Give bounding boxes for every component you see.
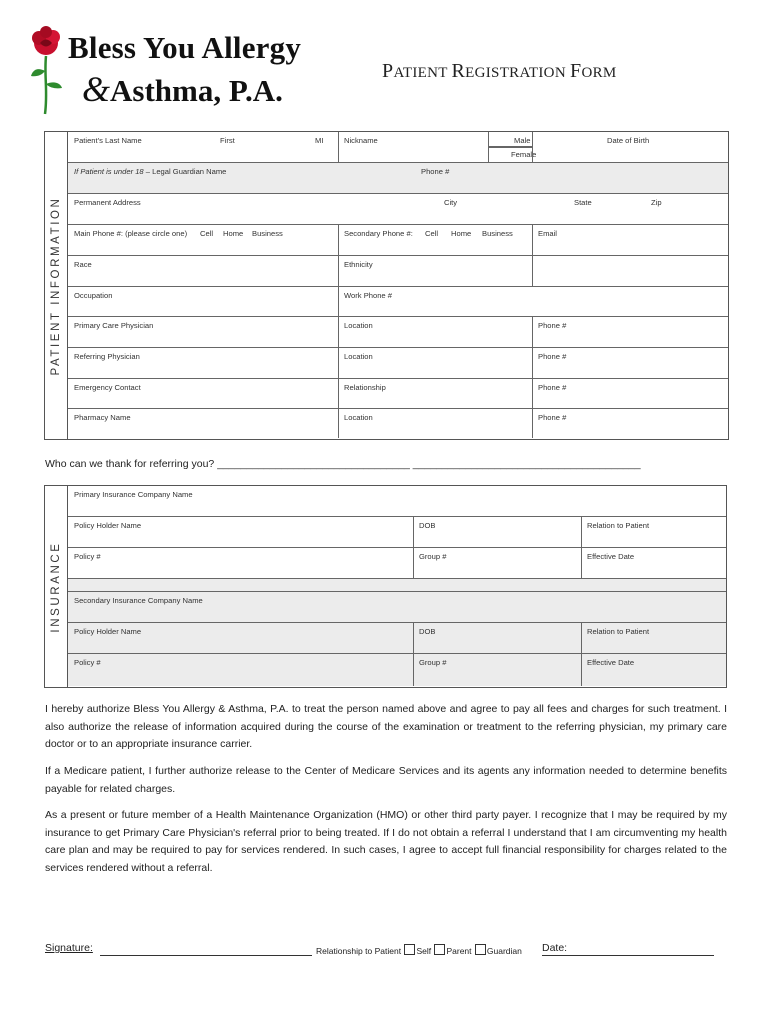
row-race xyxy=(68,256,728,287)
pcp-label: Primary Care Physician xyxy=(74,321,154,330)
referral-line[interactable] xyxy=(45,458,641,470)
logo-line2-text: Asthma, P.A. xyxy=(110,73,283,108)
city-label: City xyxy=(444,198,458,207)
secondary-business-option[interactable]: Business xyxy=(482,229,513,238)
pharmacy-phone-label: Phone # xyxy=(538,413,567,422)
relationship-checkboxes xyxy=(316,944,522,956)
self-label: Self xyxy=(416,946,432,956)
secondary-relation-label: Relation to Patient xyxy=(587,627,650,636)
signature-label: Signature: xyxy=(45,942,93,954)
first-name-label: First xyxy=(220,136,235,145)
relationship-to-patient-label: Relationship to Patient xyxy=(316,946,402,956)
primary-policy-label: Policy # xyxy=(74,552,101,561)
secondary-holder-label: Policy Holder Name xyxy=(74,627,142,636)
pharmacy-label: Pharmacy Name xyxy=(74,413,131,422)
parent-label: Parent xyxy=(446,946,472,956)
guardian-label: If Patient is under 18 – Legal Guardian Name xyxy=(74,167,227,176)
nickname-label: Nickname xyxy=(344,136,378,145)
secondary-phone-label: Secondary Phone #: xyxy=(344,229,413,238)
secondary-dob-label: DOB xyxy=(419,627,436,636)
date-label: Date: xyxy=(542,942,568,954)
date-line[interactable] xyxy=(542,955,714,956)
insurance-section xyxy=(44,485,727,688)
guardian-phone-label: Phone # xyxy=(421,167,450,176)
pharmacy-location-label: Location xyxy=(344,413,373,422)
secondary-policy-label: Policy # xyxy=(74,658,101,667)
logo-title-line1: Bless You Allergy xyxy=(68,30,302,65)
primary-insurance-label: Primary Insurance Company Name xyxy=(74,490,193,499)
primary-dob-label: DOB xyxy=(419,521,436,530)
pcp-phone-label: Phone # xyxy=(538,321,567,330)
row-secondary-policy xyxy=(68,654,726,686)
row-secondary-holder xyxy=(68,623,726,654)
secondary-home-option[interactable]: Home xyxy=(451,229,472,238)
row-secondary-insurance xyxy=(68,592,726,623)
signature-line[interactable] xyxy=(100,955,312,956)
parent-checkbox[interactable] xyxy=(434,944,445,955)
main-cell-option[interactable]: Cell xyxy=(200,229,214,238)
mi-label: MI xyxy=(315,136,324,145)
rose-logo-icon xyxy=(28,26,68,116)
zip-label: Zip xyxy=(651,198,662,207)
relationship-label: Relationship xyxy=(344,383,386,392)
row-occupation xyxy=(68,287,728,317)
hmo-paragraph: As a present or future member of a Health Maintenance Organization (HMO) or other third party payer. I recognize that I may be required by my insurance to get Primary Care Physician's referral prior to being treated. If I do not obtain a referral I understand that I am circumventing my health care plan and may be required to pay for services rendered. In such cases, I agree to accept full financial responsibility for charges related to the services rendered without a referral. xyxy=(45,809,727,874)
main-home-option[interactable]: Home xyxy=(223,229,244,238)
email-label: Email xyxy=(538,229,557,238)
insurance-side-label: INSURANCE xyxy=(50,540,62,633)
secondary-insurance-label: Secondary Insurance Company Name xyxy=(74,596,203,605)
patient-side-bar xyxy=(45,132,68,439)
logo-ampersand: & xyxy=(82,69,111,109)
insurance-side-bar xyxy=(45,486,68,687)
row-primary-holder xyxy=(68,517,726,548)
authorization-paragraph: I hereby authorize Bless You Allergy & Asthma, P.A. to treat the person named above and agree to pay all fees and charges for such treatment. I also authorize the release of information acquired during the course of the examination or treatment to the referring physician, my primary care doctor or to an appropriate insurance carrier. xyxy=(45,703,727,750)
race-label: Race xyxy=(74,260,92,269)
referral-blank[interactable]: _________________________________ _______________________________________ xyxy=(217,458,641,470)
page-title: PATIENT REGISTRATION FORM xyxy=(382,60,617,82)
row-address xyxy=(68,194,728,225)
patient-side-label: PATIENT INFORMATION xyxy=(50,196,62,375)
patient-information-section xyxy=(44,131,729,440)
row-referring xyxy=(68,348,728,379)
referring-phone-label: Phone # xyxy=(538,352,567,361)
male-label: Male xyxy=(514,136,531,145)
medicare-paragraph: If a Medicare patient, I further authorize release to the Center of Medicare Services and its agents any information needed to determine benefits payable for related charges. xyxy=(45,765,727,795)
row-guardian xyxy=(68,163,728,194)
row-divider xyxy=(68,579,726,592)
last-name-label: Patient's Last Name xyxy=(74,136,142,145)
main-business-option[interactable]: Business xyxy=(252,229,283,238)
secondary-effective-label: Effective Date xyxy=(587,658,635,667)
referring-label: Referring Physician xyxy=(74,352,140,361)
emergency-label: Emergency Contact xyxy=(74,383,141,392)
primary-group-label: Group # xyxy=(419,552,447,561)
dob-label: Date of Birth xyxy=(607,136,650,145)
guardian-label: Guardian xyxy=(486,946,522,956)
primary-effective-label: Effective Date xyxy=(587,552,635,561)
pcp-location-label: Location xyxy=(344,321,373,330)
main-phone-label: Main Phone #: (please circle one) xyxy=(74,229,188,238)
row-primary-policy xyxy=(68,548,726,579)
referring-location-label: Location xyxy=(344,352,373,361)
self-checkbox[interactable] xyxy=(404,944,415,955)
row-primary-insurance xyxy=(68,486,726,517)
row-phones xyxy=(68,225,728,256)
row-emergency xyxy=(68,379,728,409)
work-phone-label: Work Phone # xyxy=(344,291,392,300)
address-label: Permanent Address xyxy=(74,198,141,207)
referral-question: Who can we thank for referring you? xyxy=(45,458,215,470)
row-pcp xyxy=(68,317,728,348)
emergency-phone-label: Phone # xyxy=(538,383,567,392)
occupation-label: Occupation xyxy=(74,291,113,300)
female-label: Female xyxy=(511,150,537,159)
secondary-group-label: Group # xyxy=(419,658,447,667)
row-name xyxy=(68,132,728,163)
secondary-cell-option[interactable]: Cell xyxy=(425,229,439,238)
logo-title-line2 xyxy=(82,68,283,110)
row-pharmacy xyxy=(68,409,728,438)
ethnicity-label: Ethnicity xyxy=(344,260,373,269)
state-label: State xyxy=(574,198,592,207)
guardian-checkbox[interactable] xyxy=(475,944,486,955)
primary-relation-label: Relation to Patient xyxy=(587,521,650,530)
primary-holder-label: Policy Holder Name xyxy=(74,521,142,530)
